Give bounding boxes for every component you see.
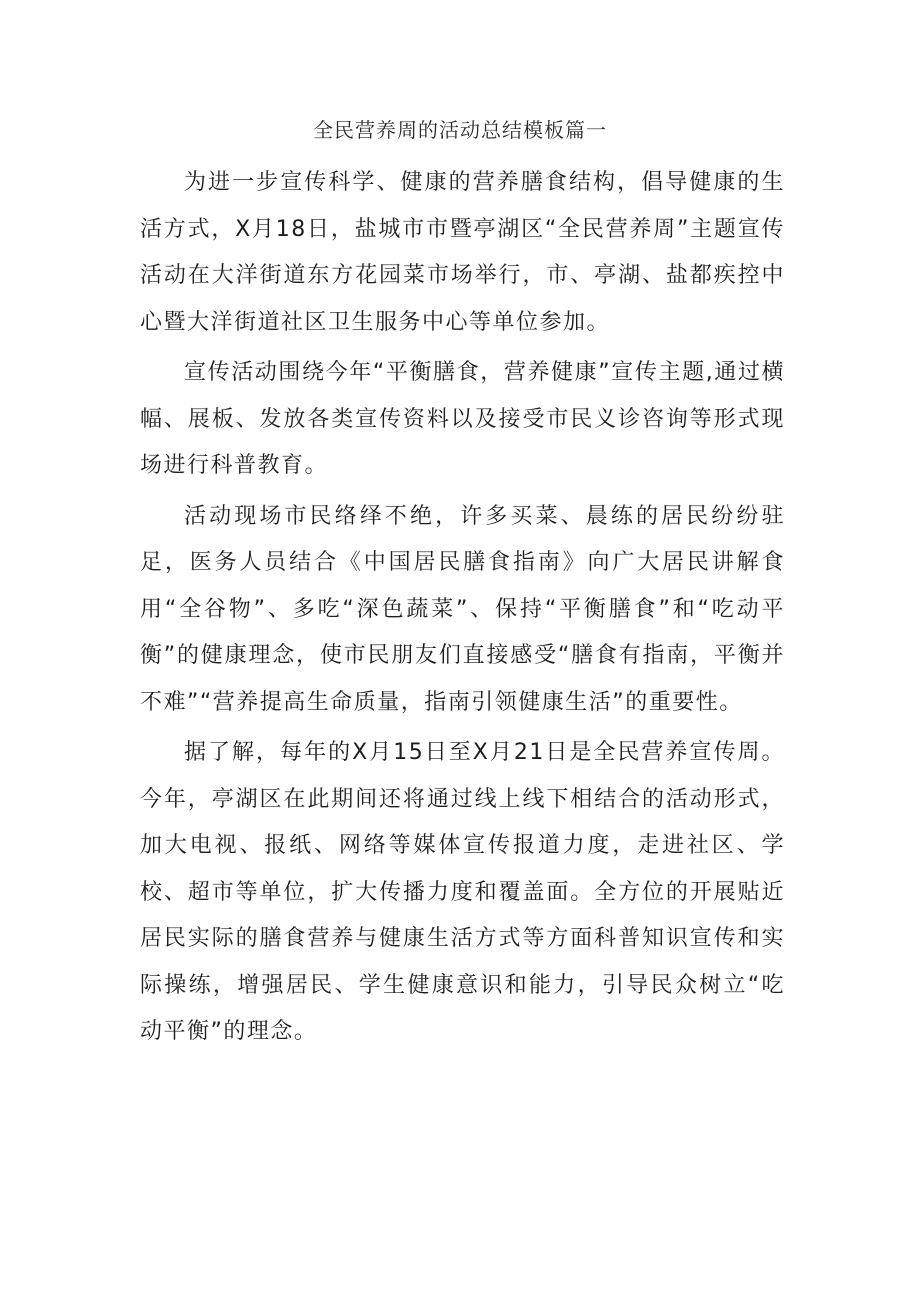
paragraph-1: 为进一步宣传科学、健康的营养膳食结构，倡导健康的生活方式，X月18日，盐城市市暨亭湖区“全民营养周”主题宣传活动在大洋街道东方花园菜市场举行，市、亭湖、盐都疾控中心暨大洋街道社区卫生服务中心等单位参加。: [140, 170, 785, 335]
paragraph-3: 活动现场市民络绎不绝，许多买菜、晨练的居民纷纷驻足，医务人员结合《中国居民膳食指南》向广大居民讲解食用“全谷物”、多吃“深色蔬菜”、保持“平衡膳食”和“吃动平衡”的健康理念，使市民朋友们直接感受“膳食有指南，平衡并不难”“营养提高生命质量，指南引领健康生活”的重要性。: [140, 503, 786, 715]
document-body: [140, 160, 785, 1060]
document-title: 全民营养周的活动总结模板篇一: [313, 118, 607, 142]
paragraph-4: 据了解，每年的X月15日至X月21日是全民营养宣传周。今年，亭湖区在此期间还将通过线上线下相结合的活动形式，加大电视、报纸、网络等媒体宣传报道力度，走进社区、学校、超市等单位，扩大传播力度和覆盖面。全方位的开展贴近居民实际的膳食营养与健康生活方式等方面科普知识宣传和实际操练，增强居民、学生健康意识和能力，引导民众树立“吃动平衡”的理念。: [140, 740, 785, 1044]
paragraph-2: 宣传活动围绕今年“平衡膳食，营养健康”宣传主题,通过横幅、展板、发放各类宣传资料以及接受市民义诊咨询等形式现场进行科普教育。: [140, 360, 785, 478]
